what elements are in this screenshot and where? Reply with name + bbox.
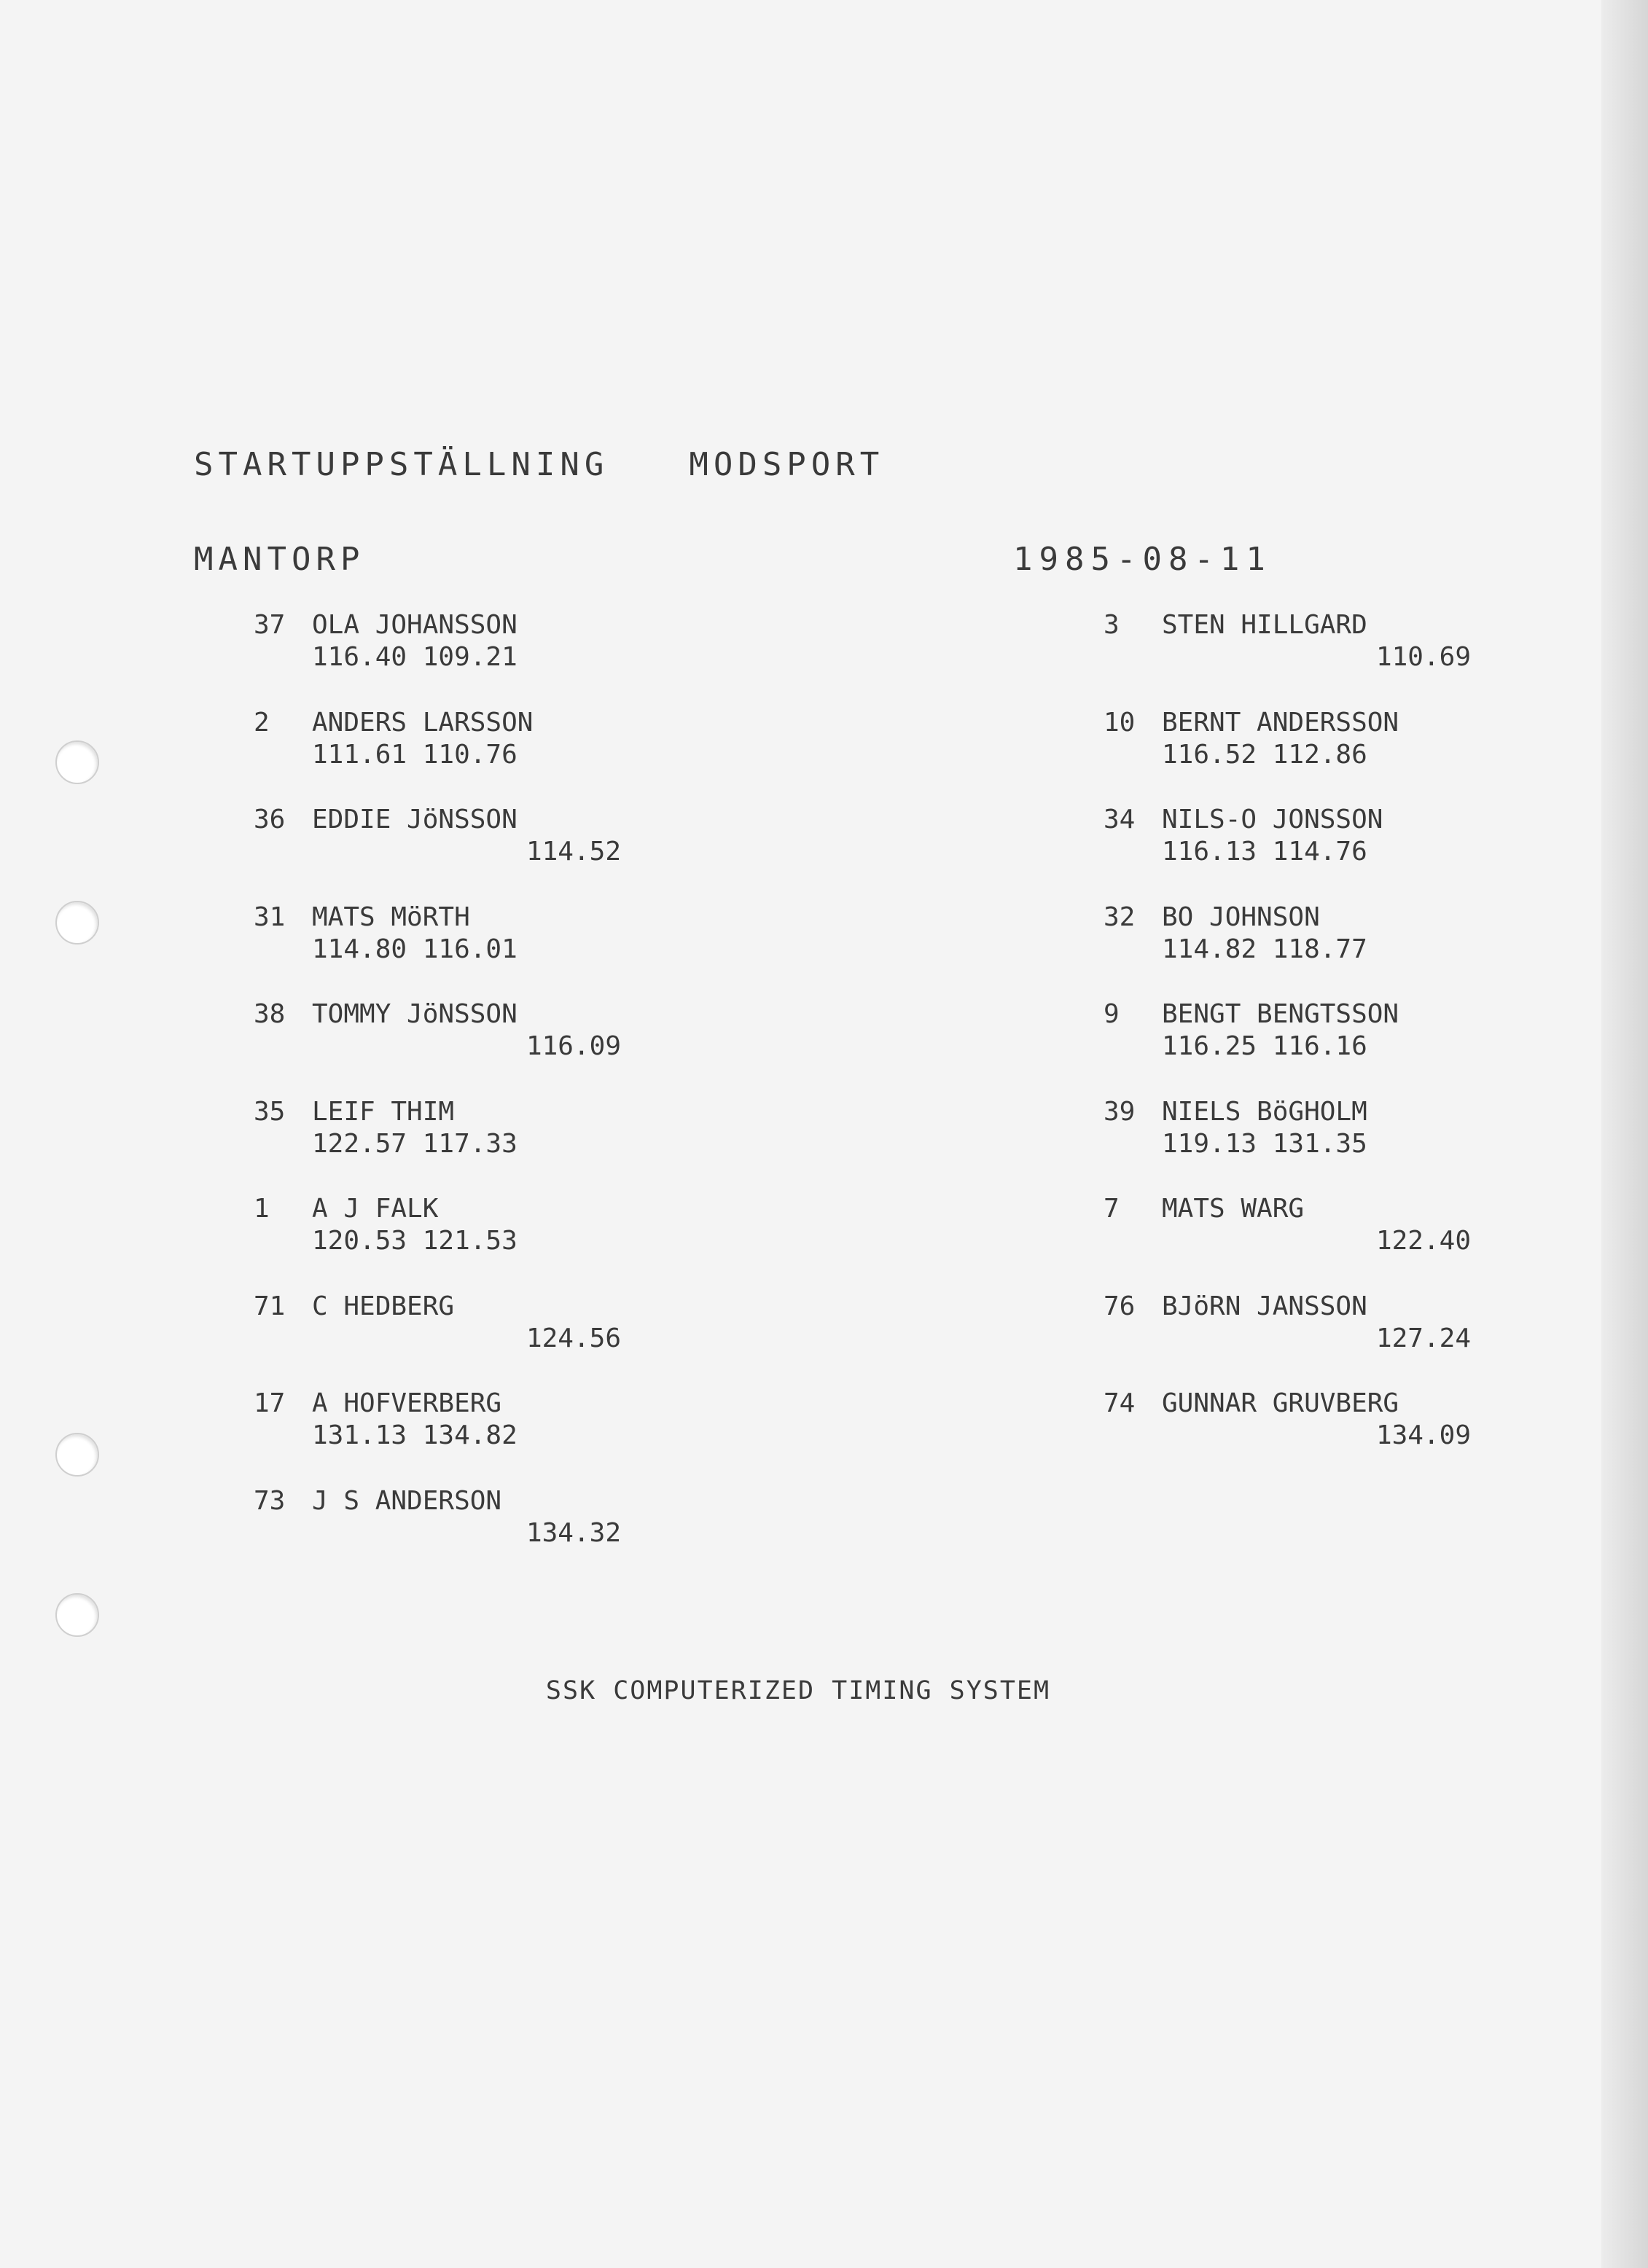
driver-entry (254, 998, 706, 1096)
start-number: 17 (254, 1388, 286, 1418)
driver-name: LEIF THIM (312, 1096, 455, 1127)
start-number: 1 (254, 1194, 270, 1224)
start-number: 37 (254, 610, 286, 640)
driver-line (254, 707, 706, 739)
lap-times-row (254, 1128, 621, 1160)
driver-entry (254, 1388, 706, 1485)
driver-name: BENGT BENGTSSON (1162, 999, 1399, 1029)
left-start-list (254, 609, 706, 1582)
driver-name: NIELS BöGHOLM (1162, 1096, 1367, 1127)
driver-name: MATS WARG (1162, 1194, 1305, 1224)
driver-entry (254, 1291, 706, 1388)
punch-hole (55, 901, 99, 945)
start-number: 39 (1104, 1096, 1136, 1127)
lap-times: 116.13 114.76 (1162, 837, 1367, 867)
driver-line (1104, 998, 1555, 1031)
driver-line (1104, 1291, 1555, 1323)
start-number: 38 (254, 999, 286, 1029)
driver-line (1104, 609, 1555, 641)
start-number: 34 (1104, 805, 1136, 834)
lap-times-row (1104, 1128, 1471, 1160)
lap-times-row (1104, 934, 1471, 966)
lap-times-row (1104, 1031, 1471, 1063)
lap-times-row (1104, 1420, 1471, 1452)
start-number: 32 (1104, 902, 1136, 932)
driver-name: TOMMY JöNSSON (312, 999, 518, 1029)
driver-line (254, 1388, 706, 1420)
driver-name: BJöRN JANSSON (1162, 1291, 1367, 1321)
driver-name: GUNNAR GRUVBERG (1162, 1388, 1399, 1418)
date-label: 1985-08-11 (1013, 541, 1272, 578)
start-number: 31 (254, 902, 286, 932)
driver-entry (254, 609, 706, 707)
driver-entry (1104, 1096, 1555, 1194)
driver-entry (1104, 1388, 1555, 1485)
lap-times-row (254, 1517, 621, 1549)
driver-entry (1104, 707, 1555, 805)
driver-name: J S ANDERSON (312, 1485, 502, 1516)
driver-entry (254, 1193, 706, 1291)
page-title (194, 446, 884, 483)
start-number: 76 (1104, 1291, 1136, 1321)
driver-name: MATS MöRTH (312, 902, 470, 932)
driver-name: A HOFVERBERG (312, 1388, 502, 1418)
driver-name: A J FALK (312, 1194, 439, 1224)
driver-name: BO JOHNSON (1162, 902, 1320, 932)
lap-times: 116.25 116.16 (1162, 1031, 1367, 1061)
lap-times-row (1104, 836, 1471, 868)
lap-times: 120.53 121.53 (312, 1226, 518, 1256)
lap-times: 116.40 109.21 (312, 642, 518, 672)
driver-line (1104, 707, 1555, 739)
driver-line (1104, 1388, 1555, 1420)
lap-times-row (254, 1225, 621, 1257)
driver-entry (1104, 1291, 1555, 1388)
lap-times: 114.80 116.01 (312, 934, 518, 964)
footer-text: SSK COMPUTERIZED TIMING SYSTEM (545, 1676, 1051, 1705)
start-number: 71 (254, 1291, 286, 1321)
driver-line (1104, 1096, 1555, 1128)
start-number: 9 (1104, 999, 1120, 1029)
driver-entry (1104, 609, 1555, 707)
right-start-list (1104, 609, 1555, 1485)
punch-hole (55, 1593, 99, 1637)
driver-line (1104, 1193, 1555, 1225)
lap-times: 134.32 (526, 1517, 621, 1548)
start-number: 74 (1104, 1388, 1136, 1418)
driver-line (254, 1096, 706, 1128)
lap-times: 119.13 131.35 (1162, 1128, 1367, 1159)
start-number: 35 (254, 1096, 286, 1127)
title-text: STARTUPPSTÄLLNING (194, 446, 609, 483)
lap-times: 116.09 (526, 1031, 621, 1061)
start-number: 2 (254, 707, 270, 738)
driver-entry (254, 902, 706, 999)
lap-times-row (254, 1031, 621, 1063)
punch-hole (55, 1433, 99, 1477)
lap-times: 116.52 112.86 (1162, 739, 1367, 770)
lap-times-row (1104, 641, 1471, 673)
driver-name: BERNT ANDERSSON (1162, 707, 1399, 738)
lap-times-row (1104, 1225, 1471, 1257)
lap-times-row (254, 641, 621, 673)
punch-hole (55, 740, 99, 784)
driver-entry (1104, 998, 1555, 1096)
lap-times: 114.82 118.77 (1162, 934, 1367, 964)
start-number: 3 (1104, 610, 1120, 640)
lap-times: 134.09 (1375, 1420, 1471, 1450)
driver-line (254, 804, 706, 836)
driver-line (254, 609, 706, 641)
lap-times: 111.61 110.76 (312, 739, 518, 770)
driver-line (1104, 804, 1555, 836)
lap-times-row (254, 1420, 621, 1452)
lap-times: 122.40 (1375, 1226, 1471, 1256)
start-number: 73 (254, 1485, 286, 1516)
lap-times: 122.57 117.33 (312, 1128, 518, 1159)
driver-entry (1104, 902, 1555, 999)
driver-line (254, 1291, 706, 1323)
driver-line (254, 902, 706, 934)
lap-times-row (254, 934, 621, 966)
driver-name: STEN HILLGARD (1162, 610, 1367, 640)
lap-times: 114.52 (526, 837, 621, 867)
venue-label: MANTORP (194, 541, 365, 578)
driver-line (254, 1485, 706, 1517)
lap-times-row (254, 739, 621, 771)
driver-line (254, 998, 706, 1031)
driver-entry (254, 1485, 706, 1583)
driver-entry (1104, 1193, 1555, 1291)
start-number: 36 (254, 805, 286, 834)
driver-entry (254, 804, 706, 902)
driver-name: OLA JOHANSSON (312, 610, 518, 640)
lap-times: 124.56 (526, 1323, 621, 1353)
start-number: 10 (1104, 707, 1136, 738)
driver-line (254, 1193, 706, 1225)
start-number: 7 (1104, 1194, 1120, 1224)
driver-name: NILS-O JONSSON (1162, 805, 1383, 834)
lap-times-row (1104, 1323, 1471, 1355)
driver-entry (254, 1096, 706, 1194)
driver-name: ANDERS LARSSON (312, 707, 534, 738)
lap-times-row (254, 836, 621, 868)
lap-times-row (1104, 739, 1471, 771)
page-edge (1601, 0, 1648, 2268)
driver-line (1104, 902, 1555, 934)
driver-entry (254, 707, 706, 805)
lap-times: 131.13 134.82 (312, 1420, 518, 1450)
lap-times: 110.69 (1375, 642, 1471, 672)
class-text: MODSPORT (689, 446, 885, 483)
driver-name: EDDIE JöNSSON (312, 805, 518, 834)
driver-name: C HEDBERG (312, 1291, 455, 1321)
lap-times-row (254, 1323, 621, 1355)
lap-times: 127.24 (1375, 1323, 1471, 1353)
driver-entry (1104, 804, 1555, 902)
